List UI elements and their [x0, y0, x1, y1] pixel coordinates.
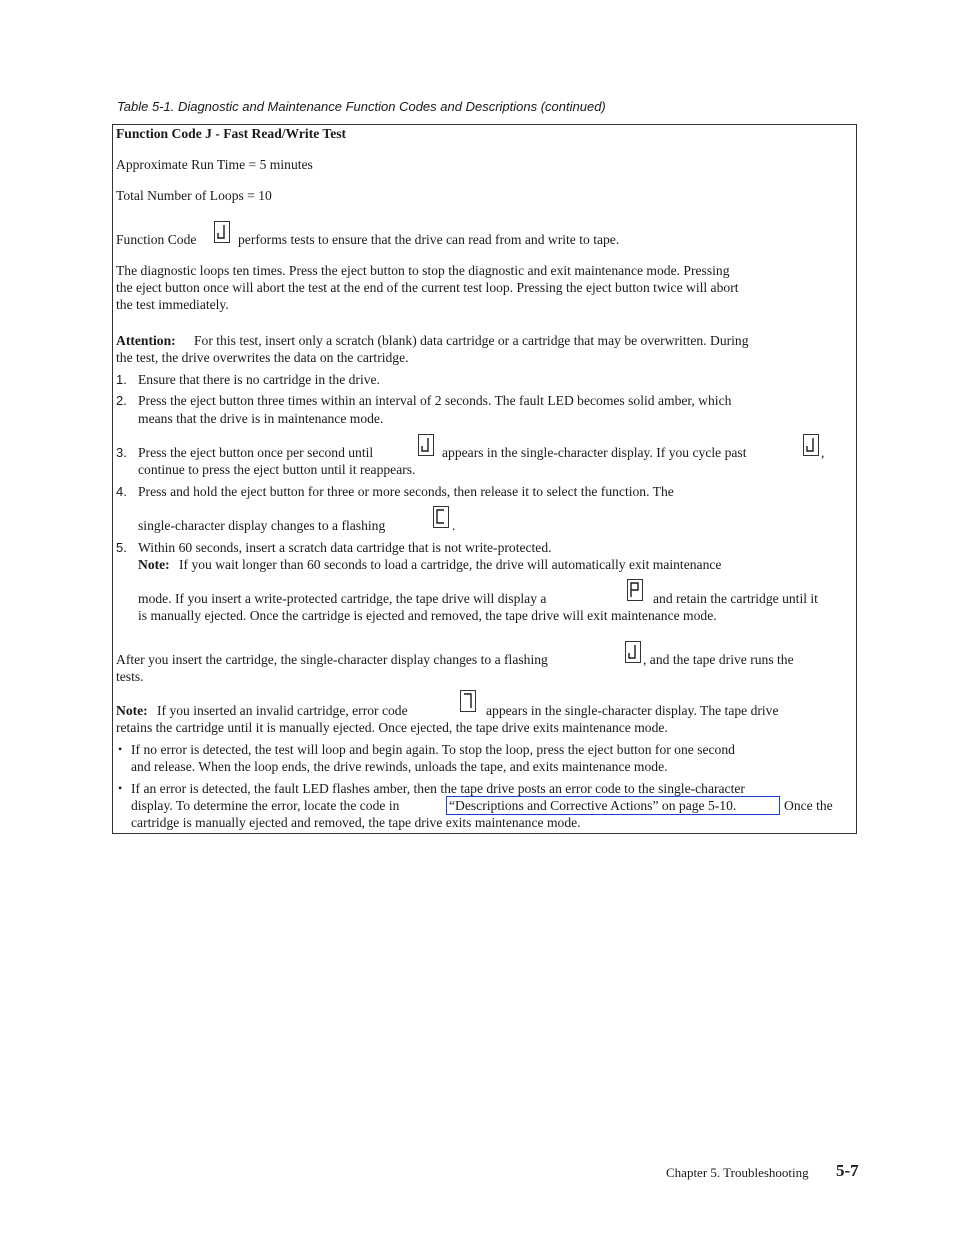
step-3-line-2: continue to press the eject button until it reappears.	[138, 462, 416, 477]
attention-label: Attention:	[116, 333, 176, 348]
step-4-line-1: Press and hold the eject button for three or more seconds, then release it to select the function. The	[138, 484, 674, 499]
display-j-icon	[625, 641, 641, 663]
step-2-line-1: Press the eject button three times within an interval of 2 seconds. The fault LED becomes solid amber, which	[138, 393, 732, 408]
intro-suffix: performs tests to ensure that the drive can read from and write to tape.	[238, 232, 620, 247]
diag-line-3: the test immediately.	[116, 297, 229, 312]
intro-prefix: Function Code	[116, 232, 197, 247]
diag-line-1: The diagnostic loops ten times. Press the eject button to stop the diagnostic and exit maintenance mode. Pressing	[116, 263, 730, 278]
step-1-number: 1.	[116, 372, 127, 387]
bullet-2-line-1: If an error is detected, the fault LED flashes amber, then the tape drive posts an error code to the single-character	[131, 781, 745, 796]
bullet-2-line-2a: display. To determine the error, locate the code in	[131, 798, 400, 813]
bullet-1-line-2: and release. When the loop ends, the drive rewinds, unloads the tape, and exits maintenance mode.	[131, 759, 668, 774]
bullet-1-line-1: If no error is detected, the test will loop and begin again. To stop the loop, press the eject button for one second	[131, 742, 735, 757]
note-label: Note:	[116, 703, 148, 718]
loop-count: Total Number of Loops = 10	[116, 188, 272, 203]
step-3-part-2: appears in the single-character display. If you cycle past	[442, 445, 747, 460]
step-3-part-1: Press the eject button once per second until	[138, 445, 374, 460]
diag-line-2: the eject button once will abort the test at the end of the current test loop. Pressing the eject button twice will abort	[116, 280, 739, 295]
step-5-note-line-3: is manually ejected. Once the cartridge is ejected and removed, the tape drive will exit maintenance mode.	[138, 608, 717, 623]
table-caption: Table 5-1. Diagnostic and Maintenance Function Codes and Descriptions (continued)	[117, 99, 606, 114]
bullet-2-line-3: cartridge is manually ejected and removed, the tape drive exits maintenance mode.	[131, 815, 581, 830]
function-heading: Function Code J - Fast Read/Write Test	[116, 126, 347, 141]
step-4-end: .	[452, 518, 456, 533]
display-j-icon	[418, 434, 434, 456]
footer-chapter: Chapter 5. Troubleshooting	[666, 1165, 809, 1180]
run-time: Approximate Run Time = 5 minutes	[116, 157, 313, 172]
display-p-icon	[627, 579, 643, 601]
after-part-2: , and the tape drive runs the	[643, 652, 794, 667]
step-3-part-3: ,	[821, 445, 825, 460]
after-line-2: tests.	[116, 669, 144, 684]
attention-line-1: For this test, insert only a scratch (blank) data cartridge or a cartridge that may be overwritten. During	[194, 333, 749, 348]
after-part-1: After you insert the cartridge, the single-character display changes to a flashing	[116, 652, 548, 667]
bullet-dot: •	[118, 742, 123, 756]
step-2-number: 2.	[116, 393, 127, 408]
display-c-icon	[433, 506, 449, 528]
step-5-number: 5.	[116, 540, 127, 555]
step-5-note-label: Note:	[138, 557, 170, 572]
bullet-dot: •	[118, 781, 123, 795]
display-j-icon	[214, 221, 230, 243]
corrective-actions-link[interactable]: “Descriptions and Corrective Actions” on page 5-10.	[449, 798, 737, 813]
step-5-note-line-2a: mode. If you insert a write-protected cartridge, the tape drive will display a	[138, 591, 547, 606]
display-7-icon	[460, 690, 476, 712]
step-1-text: Ensure that there is no cartridge in the drive.	[138, 372, 380, 387]
step-3-number: 3.	[116, 445, 127, 460]
step-5-line-1: Within 60 seconds, insert a scratch data cartridge that is not write-protected.	[138, 540, 552, 555]
step-5-note-line-2b: and retain the cartridge until it	[653, 591, 818, 606]
step-4-line-2: single-character display changes to a flashing	[138, 518, 386, 533]
link-outline	[446, 796, 780, 815]
bullet-2-line-2b: Once the	[784, 798, 833, 813]
note-line-2: retains the cartridge until it is manually ejected. Once ejected, the tape drive exits maintenance mode.	[116, 720, 668, 735]
display-j-icon	[803, 434, 819, 456]
step-2-line-2: means that the drive is in maintenance mode.	[138, 411, 384, 426]
note-part-1: If you inserted an invalid cartridge, error code	[157, 703, 408, 718]
step-5-note-line-1: If you wait longer than 60 seconds to load a cartridge, the drive will automatically exit maintenance	[179, 557, 722, 572]
note-part-2: appears in the single-character display. The tape drive	[486, 703, 779, 718]
attention-line-2: the test, the drive overwrites the data on the cartridge.	[116, 350, 409, 365]
footer-page-number: 5-7	[836, 1161, 859, 1180]
step-4-number: 4.	[116, 484, 127, 499]
